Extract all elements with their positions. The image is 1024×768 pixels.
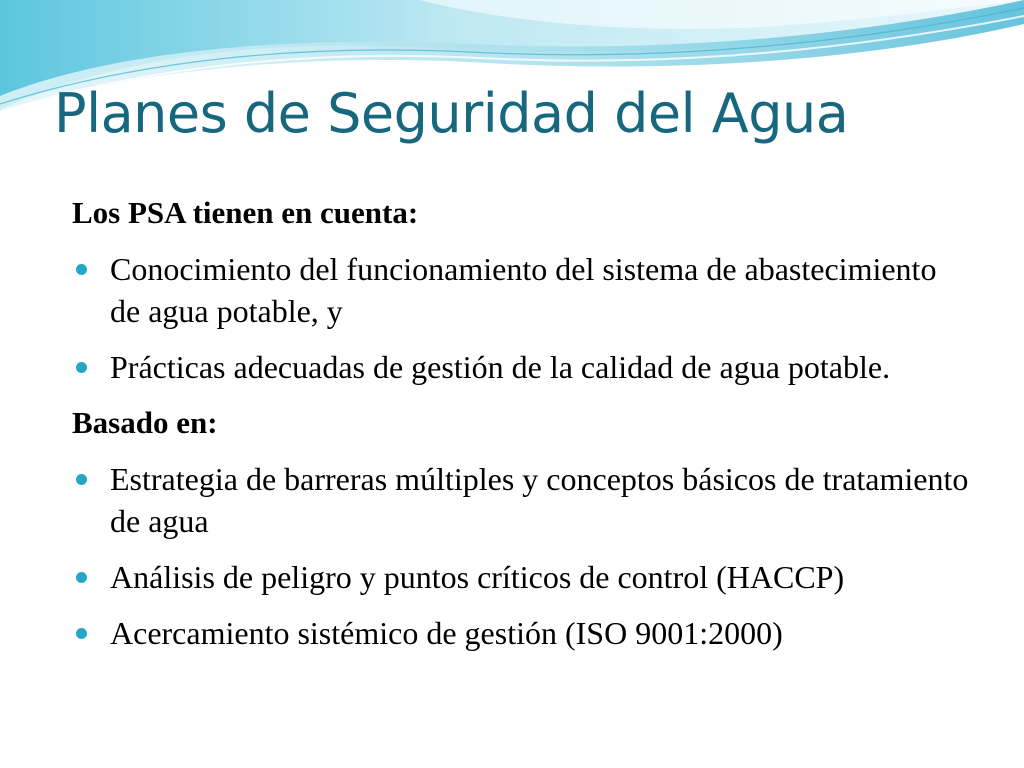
slide-body [72,192,972,668]
bullet-item [72,458,972,542]
bullet-text: Prácticas adecuadas de gestión de la calidad de agua potable. [110,349,891,385]
bullet-text: Acercamiento sistémico de gestión (ISO 9001:2000) [110,615,783,651]
bullet-dot-icon [76,572,87,583]
section-heading-psa: Los PSA tienen en cuenta: [72,195,419,230]
bullet-dot-icon [76,474,87,485]
bullet-text: Conocimiento del funcionamiento del sistema de abastecimiento de agua potable, y [110,251,937,329]
bullet-item [72,612,972,654]
bullet-item [72,346,972,388]
slide-title: Planes de Seguridad del Agua [54,82,849,145]
bullet-dot-icon [76,362,87,373]
bullet-dot-icon [76,264,87,275]
bullet-text: Estrategia de barreras múltiples y conceptos básicos de tratamiento de agua [110,461,969,539]
bullet-item [72,248,972,332]
bullet-item [72,556,972,598]
bullet-text: Análisis de peligro y puntos críticos de control (HACCP) [110,559,845,595]
section-heading-basado: Basado en: [72,405,218,440]
bullet-dot-icon [76,628,87,639]
